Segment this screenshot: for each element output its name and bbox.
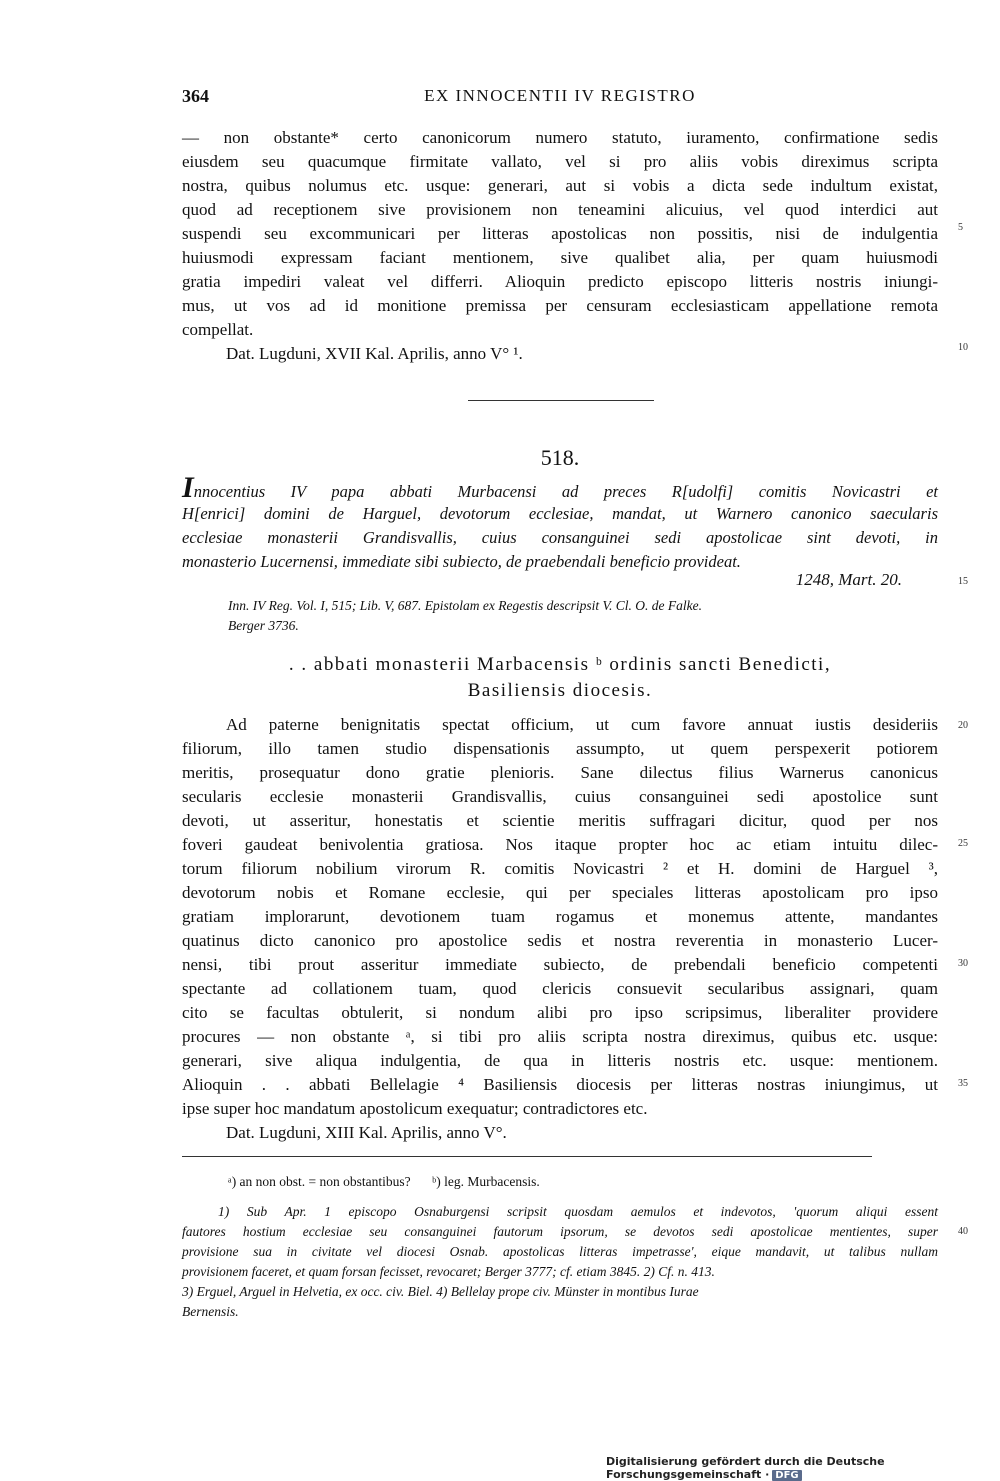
footnote-b: ᵇ) leg. Murbacensis.	[432, 1174, 540, 1189]
line-number: 40	[958, 1226, 968, 1237]
regest-line: H[enrici] domini de Harguel, devotorum ecclesiae, mandat, ut Warnero canonico saecularis	[182, 504, 938, 523]
text-line: mus, ut vos ad id monitione premissa per censuram ecclesiasticam appellatione remota	[182, 296, 938, 315]
footnote-line: 3) Erguel, Arguel in Helvetia, ex occ. civ. Biel. 4) Bellelay prope civ. Münster in montibus Iurae	[182, 1284, 699, 1299]
regest-line: Innocentius IV papa abbati Murbacensi ad preces R[udolfi] comitis Novicastri et	[182, 471, 938, 504]
line-number: 15	[958, 576, 968, 587]
line-number: 20	[958, 720, 968, 731]
text-line: procures — non obstante ᵃ, si tibi pro aliis scripta nostra direximus, quibus etc. usque:	[182, 1027, 938, 1046]
footnote-line: Bernensis.	[182, 1304, 239, 1319]
historical-footnotes	[182, 1202, 938, 1322]
initial-letter: I	[182, 471, 194, 504]
address	[182, 652, 938, 704]
line-number: 5	[958, 222, 963, 233]
text-line: torum filiorum nobilium virorum R. comitis Novicastri ² et H. domini de Harguel ³,	[182, 859, 938, 878]
text-line: ipse super hoc mandatum apostolicum exequatur; contradictores etc.	[182, 1099, 648, 1118]
text-line: secularis ecclesie monasterii Grandisvallis, cuius consanguinei sedi apostolice sunt	[182, 787, 938, 806]
line-number: 35	[958, 1078, 968, 1089]
footnote-divider	[182, 1156, 872, 1157]
text-line: eiusdem seu quacumque firmitate vallato, vel si pro aliis vobis direximus scripta	[182, 152, 938, 171]
footnote-line: provisionem faceret, et quam forsan fecisset, revocaret; Berger 3777; cf. etiam 3845. 2) Cf. n. 413.	[182, 1264, 715, 1279]
text-line: quod ad receptionem sive provisionem non teneamini alicuius, vel quod interdici aut	[182, 200, 938, 219]
line-number: 25	[958, 838, 968, 849]
text-line: nensi, tibi prout asseritur immediate subiecto, de prebendali beneficio competenti	[182, 955, 938, 974]
footnote-line: provisione sua in civitate vel diocesi Osnab. apostolicas litteras impetrasse', eique mandavit, ut talibus nullam	[182, 1244, 938, 1259]
text-line: — non obstante* certo canonicorum numero statuto, iuramento, confirmatione sedis	[182, 128, 938, 147]
line-number: 30	[958, 958, 968, 969]
letter-number: 518.	[540, 445, 580, 470]
text-line: filiorum, illo tamen studio dispensationis assumpto, ut quem perspexerit potiorem	[182, 739, 938, 758]
address-line: Basiliensis diocesis.	[467, 680, 653, 701]
text-line: spectante ad collationem tuam, quod clericis consuevit secularibus assignari, quam	[182, 979, 938, 998]
dating-clause: Dat. Lugduni, XIII Kal. Aprilis, anno V°.	[226, 1123, 507, 1142]
text-line: suspendi seu excommunicari per litteras apostolicas non possitis, nisi de indulgentia	[182, 224, 938, 243]
source-line: Inn. IV Reg. Vol. I, 515; Lib. V, 687. Epistolam ex Regestis descripsit V. Cl. O. de Falke.	[228, 598, 702, 613]
page-header	[182, 86, 938, 110]
text-line: quatinus dicto canonico pro apostolice sedis et nostra reverentia in monasterio Lucer-	[182, 931, 938, 950]
funding-text: Digitalisierung gefördert durch die Deutsche Forschungsgemeinschaft ·	[606, 1455, 885, 1481]
text-line: foveri gaudeat benivolentia gratiosa. Nos itaque propter hoc ac etiam intuitu dilec-	[182, 835, 938, 854]
footnote-line: 1) Sub Apr. 1 episcopo Osnaburgensi scripsit quosdam aemulos et indevotos, 'quorum aliqui essent	[218, 1204, 938, 1219]
text-line: devoti, ut asseritur, honestatis et scientie meritis suffragari dicitur, quod per nos	[182, 811, 938, 830]
footnote-a: ᵃ) an non obst. = non obstantibus?	[228, 1174, 411, 1189]
text-line: cito se facultas obtulerit, si nondum alibi pro ipso scripsimus, liberaliter providere	[182, 1003, 938, 1022]
previous-letter-end	[182, 126, 938, 366]
text-line: meritis, prosequatur dono gratie plenioris. Sane dilectus filius Warnerus canonicus	[182, 763, 938, 782]
regest	[182, 471, 938, 574]
dfg-logo: DFG	[772, 1470, 801, 1481]
source-note	[228, 596, 896, 636]
text-line: generari, sive aliqua indulgentia, de qua in litteris nostris etc. usque: mentionem.	[182, 1051, 938, 1070]
source-line: Berger 3736.	[228, 618, 299, 633]
text-line: compellat.	[182, 320, 254, 339]
text-line: Alioquin . . abbati Bellelagie ⁴ Basiliensis diocesis per litteras nostras iniungimus, ut	[182, 1075, 938, 1094]
line-number: 10	[958, 342, 968, 353]
text-line: huiusmodi expressam faciant mentionem, sive qualibet alia, per quam huiusmodi	[182, 248, 938, 267]
address-line: . . abbati monasterii Marbacensis ᵇ ordinis sancti Benedicti,	[288, 654, 832, 675]
regest-line: monasterio Lucernensi, immediate sibi subiecto, de praebendali beneficio provideat.	[182, 552, 741, 571]
textual-footnotes	[228, 1174, 558, 1190]
footnote-line: fautores hostium ecclesiae seu consanguinei fautorum ipsorum, se devotos sedi apostolicae mentientes, super	[182, 1224, 938, 1239]
page-number: 364	[182, 86, 209, 106]
funding-footer	[606, 1455, 990, 1481]
section-divider	[468, 400, 654, 401]
text-line: gratia impediri valeat vel differri. Alioquin predicto episcopo litteris nostris iniungi-	[182, 272, 938, 291]
text-line: Ad paterne benignitatis spectat officium, ut cum favore annuat iustis desideriis	[226, 715, 938, 734]
regest-line: ecclesiae monasterii Grandisvallis, cuius consanguinei sedi apostolicae sint devoti, in	[182, 528, 938, 547]
text-line: devotorum nobis et Romane ecclesie, qui per speciales litteras apostolicam pro ipso	[182, 883, 938, 902]
text-line: gratiam implorarunt, devotionem tuam rogamus et monemus attente, mandantes	[182, 907, 938, 926]
letter-date: 1248, Mart. 20.	[795, 570, 902, 589]
text-line: nostra, quibus nolumus etc. usque: generari, aut si vobis a dicta sede indultum existat,	[182, 176, 938, 195]
running-title: EX INNOCENTII IV REGISTRO	[424, 86, 696, 105]
letter-body	[182, 713, 938, 1145]
dating-clause: Dat. Lugduni, XVII Kal. Aprilis, anno V° ¹.	[226, 344, 523, 363]
